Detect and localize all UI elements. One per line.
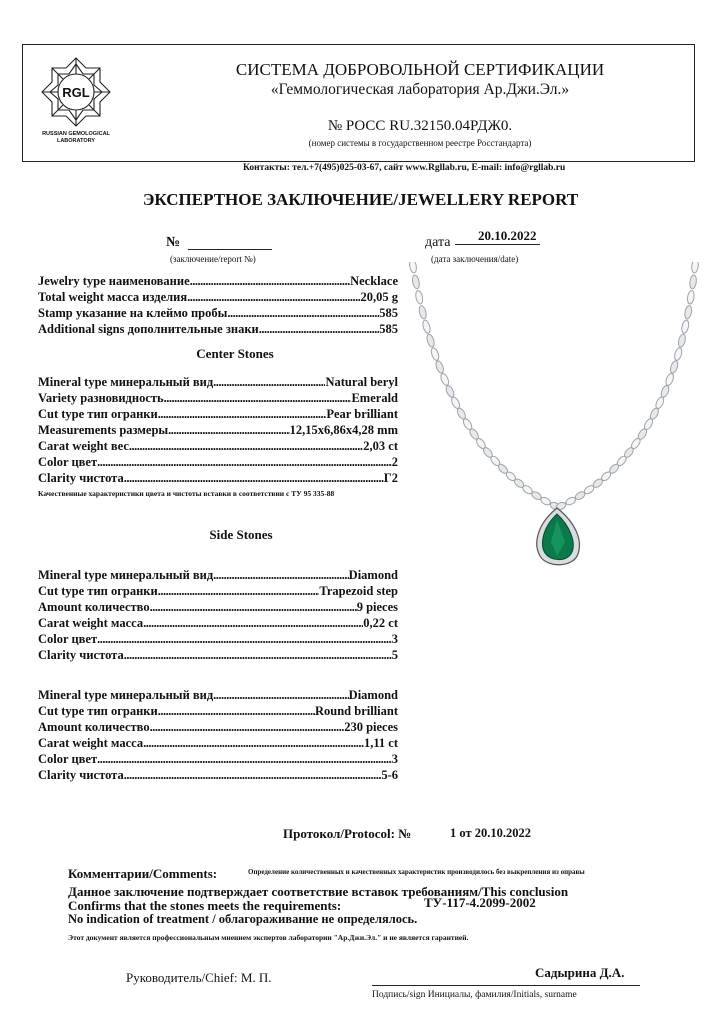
report-number-label: № [166, 235, 181, 250]
row-value: 20,05 g [360, 290, 398, 304]
row-label: Clarity чистота [38, 471, 124, 485]
row-value: Emerald [351, 391, 398, 405]
chain-link [691, 262, 699, 273]
side-stone-row [38, 567, 398, 583]
comments-label: Комментарии/Comments: [68, 866, 218, 881]
logo-caption-line2: LABORATORY [56, 138, 96, 144]
necklace-photo [405, 262, 717, 577]
chain-link [415, 290, 424, 305]
row-value: 5 [391, 648, 398, 662]
side-stone-row [38, 687, 398, 703]
registration-note: (номер системы в государственном реестре Росстандарта) [308, 138, 532, 148]
chain-link [430, 347, 440, 361]
registration-number: № РОСС RU.32150.04РДЖ0. [327, 118, 513, 134]
row-value: Natural beryl [325, 375, 398, 389]
date-note: (дата заключения/date) [431, 254, 519, 264]
row-label: Amount количество [38, 720, 150, 734]
row-label: Clarity чистота [38, 648, 124, 662]
chain-link [673, 347, 683, 361]
general-row [38, 305, 398, 321]
row-label: Additional signs дополнительные знаки [38, 322, 259, 336]
side-stone-row [38, 615, 398, 631]
side-stone-row [38, 599, 398, 615]
date-line [455, 244, 540, 245]
side-stone-row [38, 751, 398, 767]
chain-link [450, 396, 461, 410]
row-label: Cut type тип огранки [38, 584, 158, 598]
row-value: 2 [391, 455, 398, 469]
comments-text: Определение количественных и качественных характеристик производилось без выкрепления из оправы [248, 868, 585, 876]
row-label: Variety разновидность [38, 391, 164, 405]
certification-system-title: СИСТЕМА ДОБРОВОЛЬНОЙ СЕРТИФИКАЦИИ [235, 60, 605, 79]
date-label: дата [425, 235, 451, 250]
chain-link [434, 360, 445, 374]
side-stone-row [38, 583, 398, 599]
chain-link [677, 333, 686, 347]
center-stone-row [38, 454, 398, 470]
signature-line [372, 985, 640, 986]
report-number-note: (заключение/report №) [170, 254, 256, 264]
signature-caption: Подпись/sign Инициалы, фамилия/Initials, surname [372, 990, 577, 1000]
chain-link [664, 372, 674, 386]
chain-link [444, 384, 455, 398]
general-row [38, 273, 398, 289]
confirm-line1: Данное заключение подтверждает соответствие вставок требованиям/This conclusion [68, 884, 569, 899]
row-label: Cut type тип огранки [38, 704, 158, 718]
disclaimer: Этот документ является профессиональным мнением экспертов лаборатории "Ар.Джи.Эл." и не является гарантией. [68, 933, 469, 942]
row-label: Measurements размеры [38, 423, 169, 437]
row-label: Color цвет [38, 752, 98, 766]
general-row [38, 289, 398, 305]
quality-note: Качественные характеристики цвета и чистоты вставки в соответствии с ТУ 95 335-88 [38, 489, 335, 498]
logo-caption-line1: RUSSIAN GEMOLOGICAL [42, 131, 110, 137]
center-stone-row [38, 406, 398, 422]
row-label: Mineral type минеральный вид [38, 688, 214, 702]
side-stone-row [38, 719, 398, 735]
center-stones-heading: Center Stones [196, 346, 274, 361]
row-value: Г2 [383, 471, 398, 485]
chain-link [687, 290, 695, 304]
pendant [537, 508, 580, 565]
report-title: ЭКСПЕРТНОЕ ЗАКЛЮЧЕНИЕ/JEWELLERY REPORT [142, 190, 579, 209]
row-label: Mineral type минеральный вид [38, 568, 214, 582]
row-label: Mineral type минеральный вид [38, 375, 214, 389]
general-row [38, 321, 398, 337]
row-label: Total weight масса изделия [38, 290, 188, 304]
side-stone-row [38, 703, 398, 719]
chain-link [439, 372, 450, 386]
side-stone-row [38, 735, 398, 751]
row-label: Carat weight вес [38, 439, 129, 453]
chain-link [660, 384, 671, 398]
chain-link [669, 360, 679, 374]
chain-link [426, 333, 436, 348]
row-value: Pear brilliant [326, 407, 398, 421]
row-value: 3 [391, 752, 398, 766]
row-label: Carat weight масса [38, 736, 144, 750]
row-value: 5-6 [381, 768, 398, 782]
row-label: Amount количество [38, 600, 150, 614]
row-value: 12,15x6,86x4,28 mm [289, 423, 398, 437]
rgl-logo-icon [30, 52, 122, 132]
side-stone-row [38, 767, 398, 783]
row-label: Carat weight масса [38, 616, 144, 630]
row-value: Necklace [350, 274, 398, 288]
row-label: Stamp указание на клеймо пробы [38, 306, 228, 320]
logo-text: RGL [62, 85, 90, 100]
chain-link [684, 305, 693, 319]
row-value: 9 pieces [356, 600, 398, 614]
row-value: 3 [391, 632, 398, 646]
chain-link [418, 305, 427, 320]
logo-caption [30, 131, 122, 145]
row-value: 0,22 ct [363, 616, 398, 630]
row-label: Color цвет [38, 632, 98, 646]
report-number-line [188, 249, 272, 250]
center-stone-row [38, 422, 398, 438]
row-value: Round brilliant [314, 704, 398, 718]
row-label: Clarity чистота [38, 768, 124, 782]
side-stone-row [38, 631, 398, 647]
necklace-illustration [405, 262, 717, 577]
center-stone-row [38, 470, 398, 486]
row-value: 230 pieces [344, 720, 398, 734]
row-value: 2,03 ct [363, 439, 398, 453]
center-stone-row [38, 438, 398, 454]
row-value: Diamond [348, 568, 398, 582]
chain-link [654, 396, 665, 410]
chain-link [411, 275, 420, 290]
side-stone-row [38, 647, 398, 663]
row-value: Diamond [348, 688, 398, 702]
signer-name: Садырина Д.А. [535, 965, 625, 980]
laboratory-name: «Геммологическая лаборатория Ар.Джи.Эл.» [270, 81, 570, 98]
row-value: Trapezoid step [319, 584, 398, 598]
row-label: Color цвет [38, 455, 98, 469]
row-value: 585 [379, 322, 398, 336]
row-value: 585 [379, 306, 398, 320]
row-label: Jewelry type наименование [38, 274, 190, 288]
row-label: Cut type тип огранки [38, 407, 158, 421]
confirm-line3: No indication of treatment / облагораживание не определялось. [68, 912, 418, 926]
chain-link [409, 262, 418, 273]
confirm-line2: Confirms that the stones meets the requirements: [68, 898, 342, 913]
center-stone-row [38, 374, 398, 390]
center-stone-row [38, 390, 398, 406]
contacts-line: Контакты: тел.+7(495)025-03-67, сайт www.Rgllab.ru, E-mail: info@rgllab.ru [243, 163, 566, 173]
chief-label: Руководитель/Chief: М. П. [126, 970, 272, 985]
date-value: 20.10.2022 [478, 228, 537, 243]
chain-link [422, 319, 432, 334]
confirm-spec: ТУ-117-4.2099-2002 [424, 895, 536, 910]
side-stones-heading: Side Stones [209, 527, 273, 542]
chain-link [681, 319, 690, 333]
row-value: 1,11 ct [363, 736, 398, 750]
protocol-value: 1 от 20.10.2022 [450, 826, 531, 840]
protocol-label: Протокол/Protocol: № [283, 826, 412, 841]
chain-link [689, 275, 697, 290]
